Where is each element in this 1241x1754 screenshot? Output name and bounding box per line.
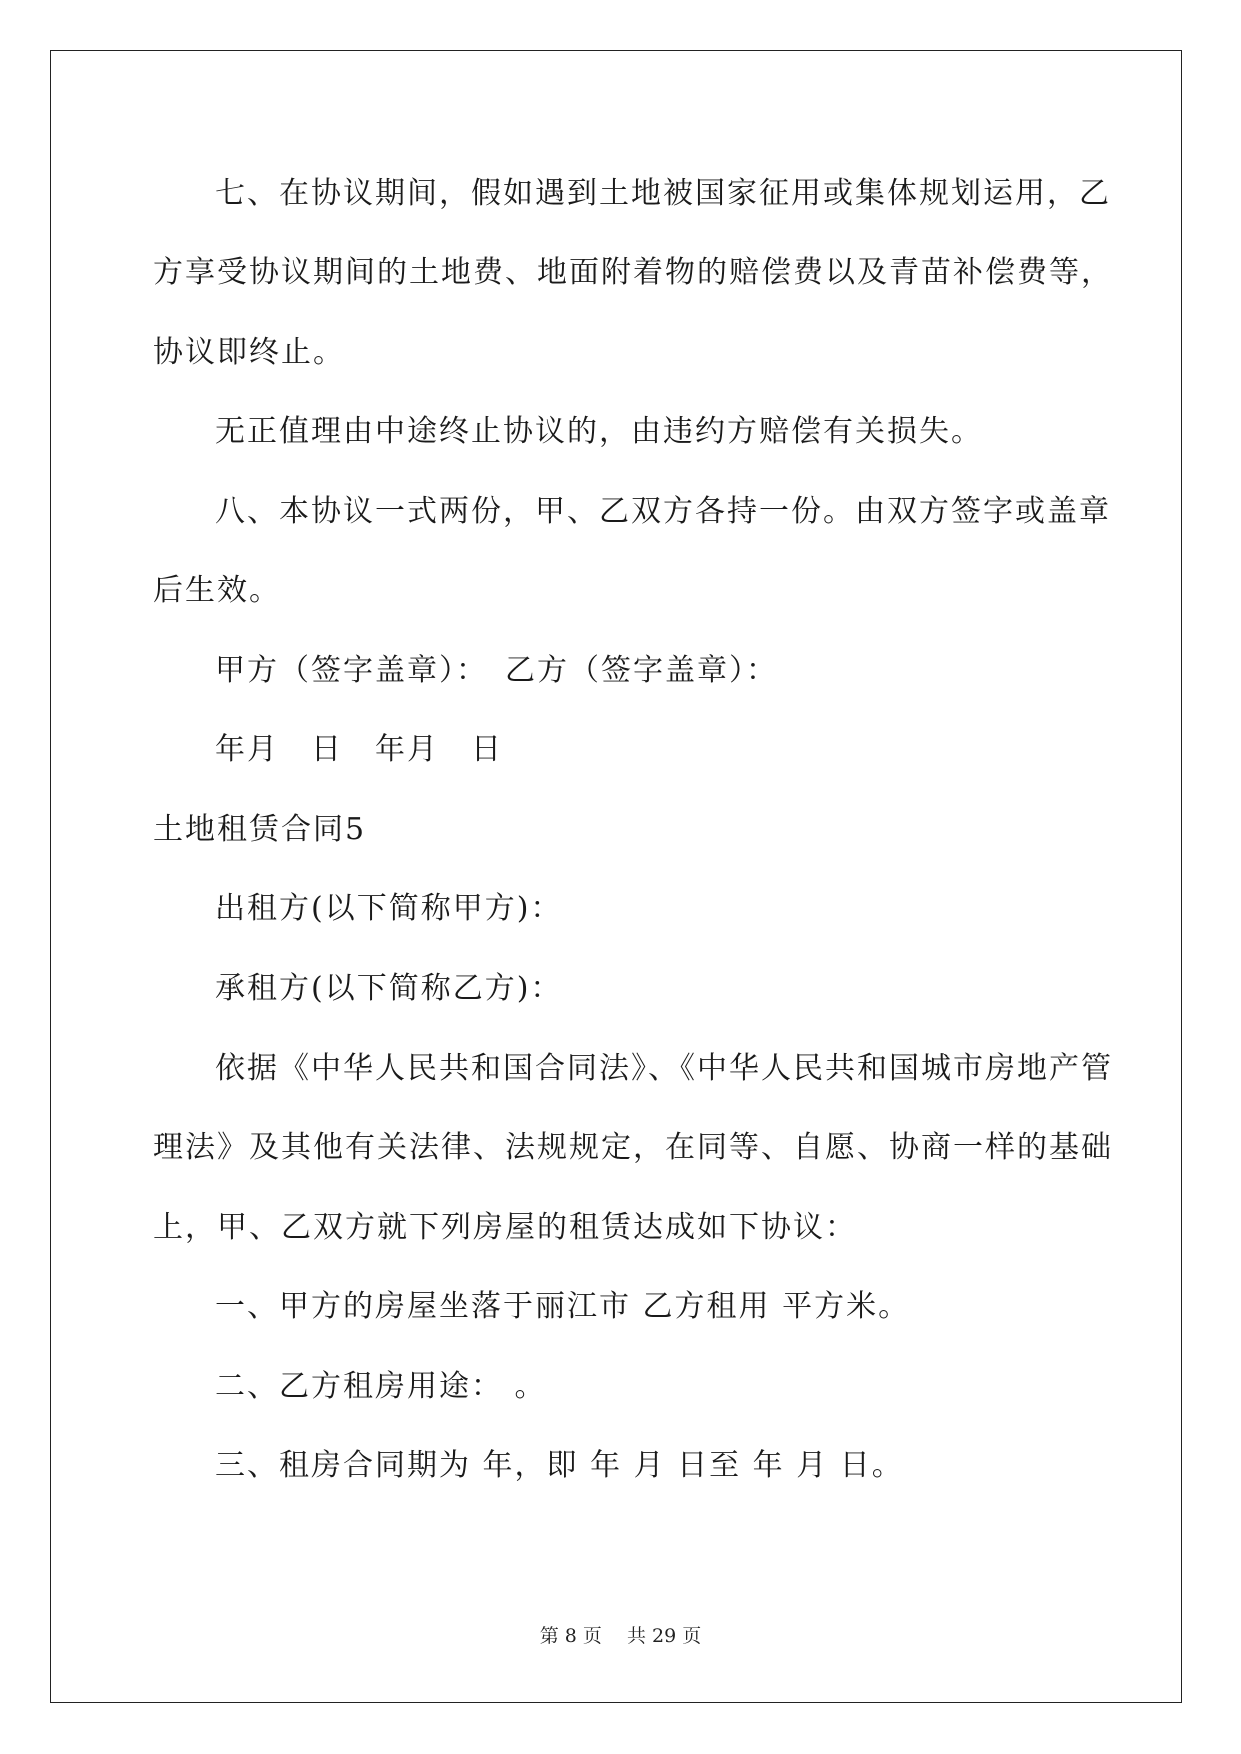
date-line: 年月 日 年月 日 bbox=[215, 732, 503, 767]
clause-3: 三、租房合同期为 年，即 年 月 日至 年 月 日。 bbox=[215, 1448, 904, 1483]
signature-line: 甲方（签字盖章）： 乙方（签字盖章）： bbox=[215, 653, 778, 688]
clause-2: 二、乙方租房用途： 。 bbox=[215, 1369, 547, 1404]
lessor-line: 出租方(以下简称甲方)： bbox=[215, 891, 563, 926]
paragraph-7-line-1: 七、在协议期间，假如遇到土地被国家征用或集体规划运用，乙 bbox=[215, 176, 1111, 211]
section-title: 土地租赁合同5 bbox=[153, 812, 367, 847]
paragraph-7-line-3: 协议即终止。 bbox=[153, 335, 345, 370]
paragraph-8-line-2: 后生效。 bbox=[153, 573, 281, 608]
paragraph-breach: 无正值理由中途终止协议的，由违约方赔偿有关损失。 bbox=[215, 414, 983, 449]
paragraph-7-line-2: 方享受协议期间的土地费、地面附着物的赔偿费以及青苗补偿费等， bbox=[153, 255, 1113, 290]
basis-line-3: 上，甲、乙双方就下列房屋的租赁达成如下协议： bbox=[153, 1210, 857, 1245]
page-footer: 第 8 页 共 29 页 bbox=[539, 1625, 702, 1647]
basis-line-2: 理法》及其他有关法律、法规规定，在同等、自愿、协商一样的基础 bbox=[153, 1130, 1113, 1165]
paragraph-8-line-1: 八、本协议一式两份，甲、乙双方各持一份。由双方签字或盖章 bbox=[215, 494, 1111, 529]
clause-1: 一、甲方的房屋坐落于丽江市 乙方租用 平方米。 bbox=[215, 1289, 911, 1324]
basis-line-1: 依据《中华人民共和国合同法》、《中华人民共和国城市房地产管 bbox=[215, 1051, 1113, 1086]
lessee-line: 承租方(以下简称乙方)： bbox=[215, 971, 563, 1006]
